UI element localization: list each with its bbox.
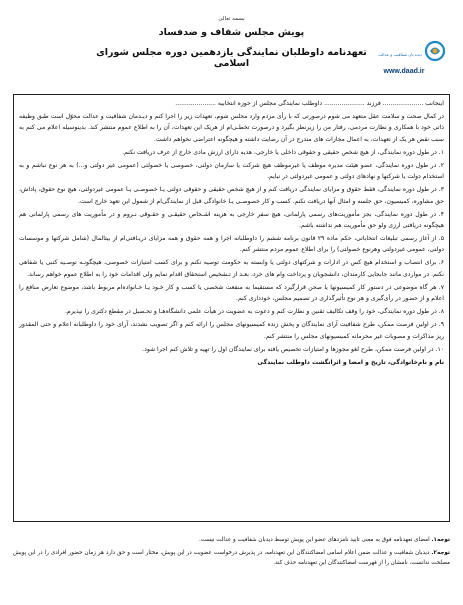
document-title: تعهدنامه داوطلبان نمایندگی یازدهمین دوره مجلس شورای اسلامی xyxy=(96,47,367,69)
campaign-title: پویش مجلس شفاف و ضدفساد xyxy=(158,27,305,38)
candidate-intro-line: اینجانب ..................... فرزند ..................... داوطلب نمایندگی مجلس از حوزه انتخابیه ..................... xyxy=(175,100,444,107)
commitment-item: ۳. در طول دوره نمایندگی، فقط حقوق و مزایای نمایندگی دریافت کنم و از هیچ شخص حقیقی و حقوقی دولتی یـا خصوصـی یـا عمومی غیردولتی، هیچ نوع حقوق، پاداش، حق مشاوره، کمیسیون، حق جلسه و امثال آنها دریافت نکنم. کسب و کار خصوصـی یـا خانوادگی قبل از نمایندگی‌ام از شمول این تعهد خارج است. xyxy=(19,186,444,205)
commitment-item: ۷. هر گاه موضوعی در دستور کار کمیسیونها یا صحن قرارگیرد که مستقیما به منفعت شخصی یا کسب و کار خـود یـا خـانواده‌ام مربوط باشد، موضوع تعارض منافع را اعلام و از حضور در رأی‌گیری و هر نوع تأثیرگذاری در تصمیم مجلس، خودداری کنم. xyxy=(19,283,444,303)
document-header xyxy=(0,0,463,82)
commitment-body xyxy=(19,98,444,370)
commitment-item: ۱. در طول دوره نمایندگی، از هیچ شخص حقیقی و حقوقی داخلی یا خارجی، هدیه دارای ارزش مادی خارج از عرف دریافت نکنم. xyxy=(122,148,444,156)
note-1-text: امضای تعهدنامه فوق به معنی تایید نامزدهای عضو این پویش توسط دیدبان شفافیت و عدالت نیست. xyxy=(198,537,432,543)
daad-logo-icon xyxy=(424,40,446,62)
note-1-label: توجه۱. xyxy=(431,537,450,543)
bismillah-text: بسمه تعالی xyxy=(218,16,245,22)
logo-url: www.daad.ir xyxy=(383,68,425,75)
note-1 xyxy=(13,535,450,545)
note-2-text: دیدبان شفافیت و عدالت ضمن اعلام اسامی امضاکنندگان این تعهدنامه، در پذیرش درخواست عضویت در این پویش، مختار است و حق دارد هر زمان حضور افرادی را در این پویش مصلحت ندانست، نامشان را از فهرست امضاکنندگان این تعهدنامه حذف کند. xyxy=(13,550,450,566)
commitment-item: ۹. در اولین فرصت ممکن، طرح شفافیت آرای نمایندگان و پخش زنده کمیسیونهای مجلس را ارائه کنم و اگر تصویب نشدند، آرای خود را داوطلبانه اعلام و حتی المقدور ریز مذاکرات و مصوبات غیر محرمانه کمیسیونهای مجلس را منتشر کنم. xyxy=(19,321,444,340)
note-2 xyxy=(13,548,450,568)
commitment-item: ۲. در طول دوره نمایندگی، عضو هیئت مدیره موظف یا غیرموظف هیچ شرکت یا سازمان دولتی، خصوصی یا خصولتی (عمومی غیر دولتی و...) به هر نوع نباشم و به استخدام دولت یا شرکتها و نهادهای دولتی و عمومی غیردولتی در نیایم. xyxy=(19,161,444,181)
note-2-label: توجه۲. xyxy=(431,550,450,556)
notes-section xyxy=(13,535,450,571)
commitment-item: ۴. در طول دوره نمایندگی، بجز مأموریت‌های رسمی پارلمانی، هیچ سفر خارجی به هزینه اشـخاص حقیقـی و حقـوقی نـروم و در مأموریت های رسمی پارلمانی هم هیچگونه دریافتی ارزی ولو حق مأموریت هم نداشته باشم. xyxy=(19,210,444,230)
commitment-item: ۵. از آغاز رسمی تبلیغات انتخاباتی، حکم ماده ۲۹ قانون برنامه ششم را داوطلبانه اجرا و همه حقوق و همه مزایای دریـافتی‌ام از بیتالمال (شامل شرکتها و موسسات دولتی، عمومی غیردولتی وهرنوع خصولتی) را برای اطلاع عموم مردم منتشر کنم. xyxy=(19,235,444,254)
commitment-item: ۱۰. در اولین فرصت ممکن، طرح لغو مجوزها و امتیازات تخصیص یافته برای نمایندگان اول را تهیه و تلاش کنم اجرا شود. xyxy=(142,345,444,353)
commitment-preamble: در کمال صحت و سلامت عقل متعهد می شوم درصورتی که با رأی مردم وارد مجلس شوم، تعهدات زیر را اجرا کنم و دیـدمان شفافیت و عدالت محوّل است طبق وظیفه ذاتی خود با همکاری و نظارت مردمی، رفتار من را زیرنظر بگیرد و درصورت تخطـی‌ام از هریک این تعهدات، آن را به اطلاع عموم منتشر کند. بدینوسیله اعلام می کنم به سبب نقض هر یک از تعهدات، به اعمال مجازات های مندرج در آن رضایت داشته و هیچگونه اعتراضی نخواهم داشت. xyxy=(19,113,444,143)
commitment-item: ۶. برای انتصاب و استخدام هیچ کس در ادارات و شرکتهای دولتی یا وابسته به حکومت توصیه نکنم و برای کسب امتیازات خصوصی، هیچگونـه توصـیه کتبی یا شفاهی نکنم. در مواردی مانند جابجایی کارمندان، دانشجویان و پرداخت وام های خرد، بعـد از تـشخیص استحقاق اقدام نمایم ولی اقدامات خود را به اطلاع عموم خواهم رساند. xyxy=(19,259,444,278)
daad-logo xyxy=(362,40,454,76)
commitment-item: ۸. در طول دوره نمایندگی، خود را وقف تکالیف تقنین و نظارت کنم و دعوت به عضویت در هیأت علمی دانشگاه‌هـا و تحـصیل در مقطع دکتری را نپذیرم. xyxy=(65,308,444,316)
logo-tagline: دیده بان شفافیت و عدالت xyxy=(378,52,422,57)
signature-line: نام و نام‌خانوادگی، تاریخ و امضا و اثرانگشت داوطلب نمایندگی xyxy=(257,358,444,366)
